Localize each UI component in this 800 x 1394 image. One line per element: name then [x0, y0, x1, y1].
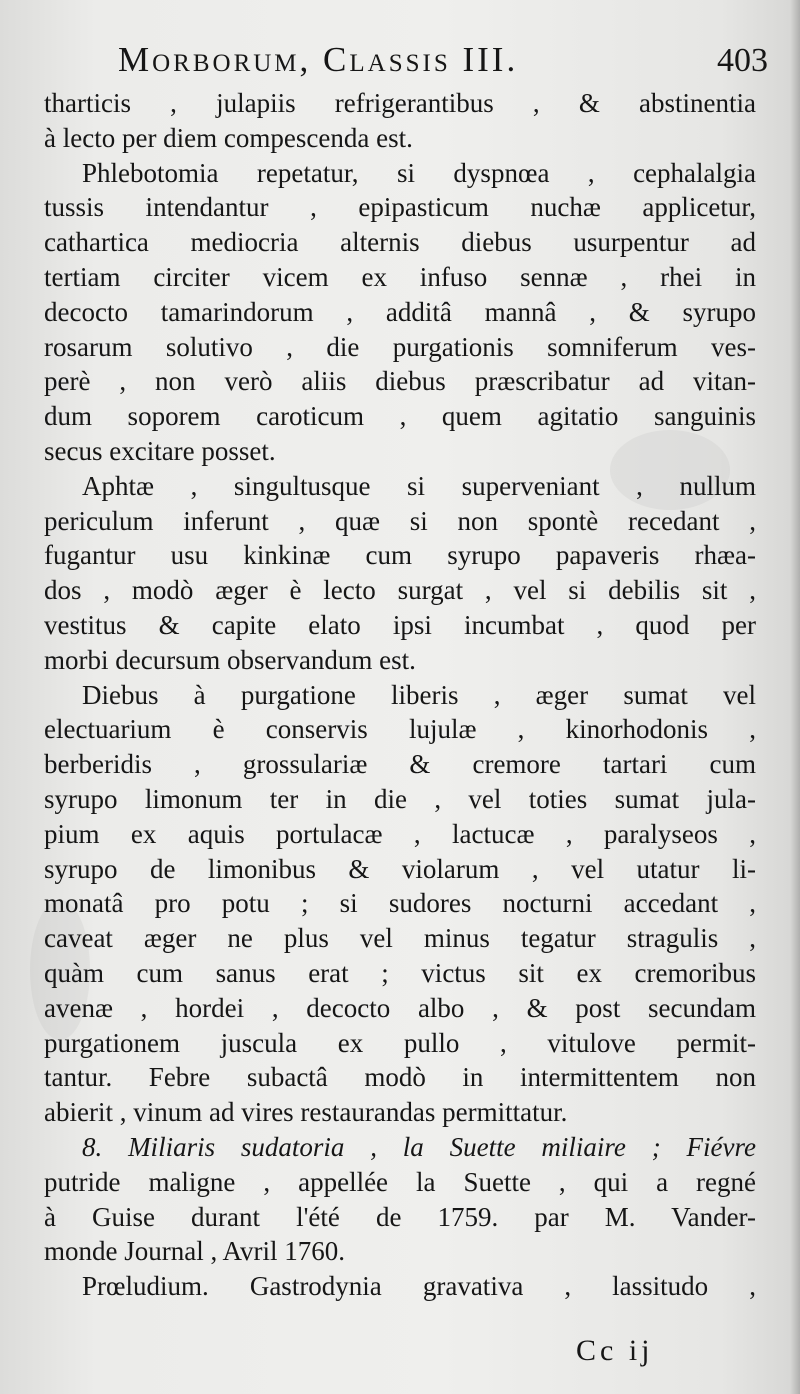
- text-line: 8. Miliaris sudatoria , la Suette miliaire ; Fiévre: [82, 1131, 756, 1162]
- text-line: Diebus à purgatione liberis , æger sumat vel: [82, 679, 756, 710]
- text-line: Phlebotomia repetatur, si dyspnœa , cephalalgia: [82, 157, 756, 188]
- text-line: secus excitare posset.: [44, 435, 276, 466]
- text-line: syrupo limonum ter in die , vel toties sumat jula-: [44, 783, 756, 814]
- text-line: tertiam circiter vicem ex infuso sennæ , rhei in: [44, 261, 756, 292]
- text-line: dos , modò æger è lecto surgat , vel si debilis sit ,: [44, 575, 756, 606]
- body-text: [44, 86, 756, 1304]
- text-line: tussis intendantur , epipasticum nuchæ applicetur,: [44, 192, 756, 223]
- text-line: syrupo de limonibus & violarum , vel utatur li-: [44, 853, 756, 884]
- text-line: putride maligne , appellée la Suette , qui a regné: [44, 1166, 756, 1197]
- text-line: morbi decursum observandum est.: [44, 644, 416, 675]
- text-line: quàm cum sanus erat ; victus sit ex cremoribus: [44, 957, 756, 988]
- text-line: pium ex aquis portulacæ , lactucæ , paralyseos ,: [44, 818, 756, 849]
- text-line: periculum inferunt , quæ si non spontè recedant ,: [44, 505, 756, 536]
- page-number: 403: [717, 42, 768, 79]
- text-line: monde Journal , Avril 1760.: [44, 1236, 345, 1267]
- text-line: decocto tamarindorum , additâ mannâ , & syrupo: [44, 296, 756, 327]
- text-line: berberidis , grossulariæ & cremore tartari cum: [44, 749, 756, 780]
- text-line: dum soporem caroticum , quem agitatio sanguinis: [44, 401, 756, 432]
- text-line: rosarum solutivo , die purgationis somniferum ves-: [44, 331, 756, 362]
- text-line: cathartica mediocria alternis diebus usurpentur ad: [44, 227, 756, 258]
- running-head: [118, 40, 768, 92]
- text-line: vestitus & capite elato ipsi incumbat , quod per: [44, 609, 756, 640]
- text-line: caveat æger ne plus vel minus tegatur stragulis ,: [44, 923, 756, 954]
- text-line: à lecto per diem compescenda est.: [44, 122, 413, 153]
- text-line: Aphtæ , singultusque si superveniant , nullum: [82, 470, 756, 501]
- text-line: à Guise durant l'été de 1759. par M. Vander-: [44, 1201, 756, 1232]
- text-line: monatâ pro potu ; si sudores nocturni accedant ,: [44, 888, 756, 919]
- text-line: avenæ , hordei , decocto albo , & post secundam: [44, 992, 756, 1023]
- text-line: purgationem juscula ex pullo , vitulove permit-: [44, 1027, 756, 1058]
- text-line: abierit , vinum ad vires restaurandas permittatur.: [44, 1097, 568, 1128]
- text-line: electuarium è conservis lujulæ , kinorhodonis ,: [44, 714, 756, 745]
- running-title: Morborum, Classis III.: [118, 40, 519, 79]
- text-line: tharticis , julapiis refrigerantibus , & abstinentia: [44, 88, 756, 118]
- signature-mark: Cc ij: [576, 1334, 654, 1367]
- text-line: fugantur usu kinkinæ cum syrupo papaveris rhæa-: [44, 540, 756, 571]
- text-line: tantur. Febre subactâ modò in intermittentem non: [44, 1062, 756, 1093]
- text-line: Prœludium. Gastrodynia gravativa , lassitudo ,: [82, 1271, 756, 1302]
- text-line: perè , non verò aliis diebus præscribatur ad vitan-: [44, 366, 756, 397]
